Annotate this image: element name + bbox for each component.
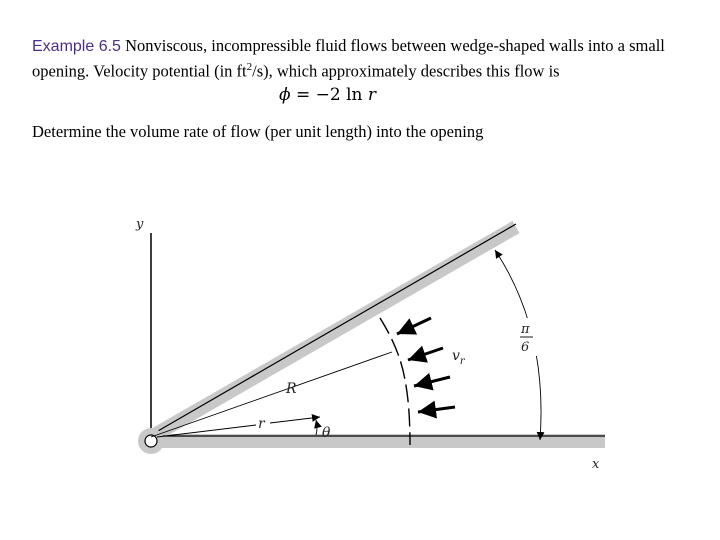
inclined-wall-edge: [151, 224, 516, 435]
velocity-vr-label: $v_r$: [452, 348, 465, 367]
theta-arc: [316, 420, 317, 435]
angle-pi-label: π: [521, 322, 530, 337]
x-axis-label: x: [592, 457, 600, 472]
flow-arrow-3: [414, 377, 450, 386]
problem-text-part1: Nonviscous, incompressible fluid flows between wedge-shaped walls into a small opening. Velocity potential (in ft: [32, 36, 665, 81]
flow-arrow-1: [397, 318, 431, 334]
question-text: Determine the volume rate of flow (per unit length) into the opening: [32, 122, 484, 141]
problem-text-part2: /s), which approximately describes this flow is: [252, 61, 560, 81]
radius-r-line-b: [270, 417, 320, 423]
equation-r: r: [367, 85, 377, 105]
equation-phi: ϕ: [279, 85, 291, 105]
example-label: Example 6.5: [32, 38, 121, 55]
y-axis-label: y: [136, 217, 144, 232]
angle-six-label: 6: [521, 340, 530, 355]
flow-arrow-2: [408, 348, 443, 360]
radius-R-label: R: [286, 381, 297, 397]
inclined-wall: [151, 227, 516, 437]
flow-arrow-4: [418, 407, 455, 412]
theta-label: θ: [322, 425, 331, 441]
radius-R-arc: [380, 318, 410, 445]
superscript-two: 2: [246, 61, 253, 73]
radius-r-label: r: [258, 416, 265, 432]
equation-middle: = −2 ln: [290, 85, 368, 105]
